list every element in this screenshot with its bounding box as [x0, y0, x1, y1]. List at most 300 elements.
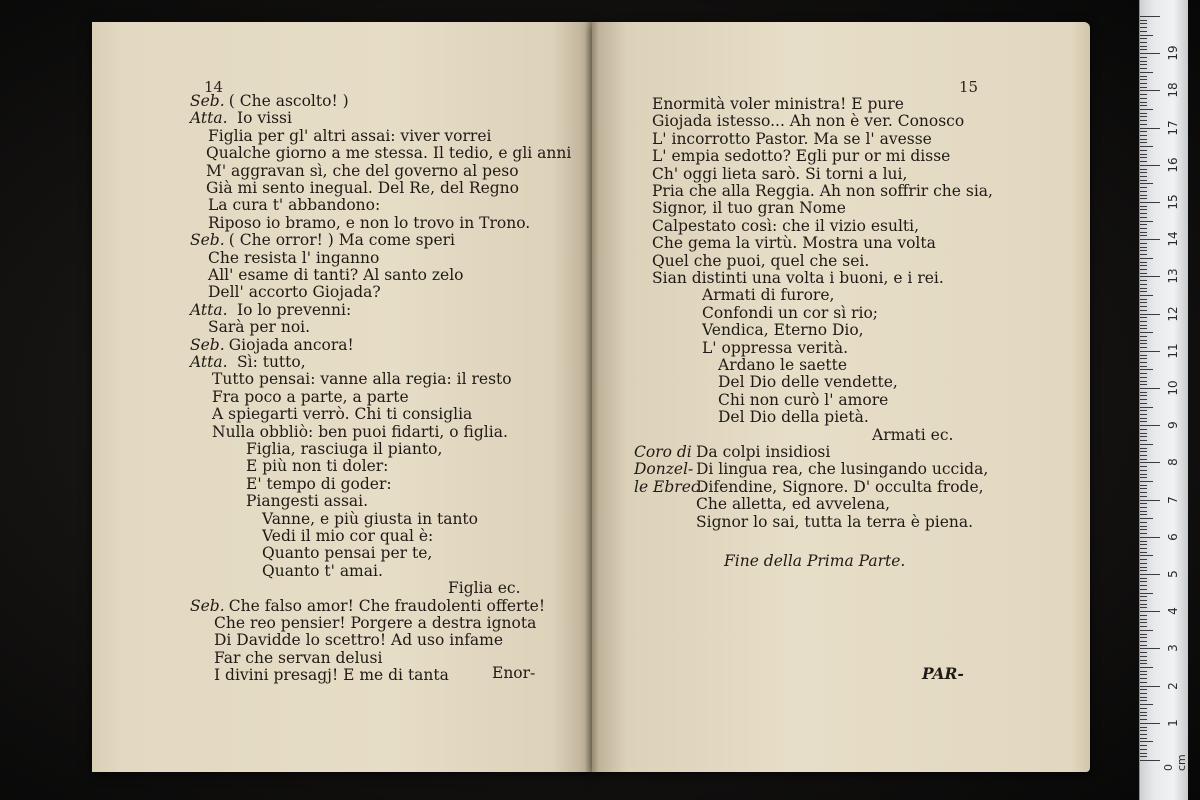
ruler-tick	[1140, 381, 1147, 382]
ruler-tick	[1140, 128, 1160, 129]
ruler-tick	[1140, 176, 1147, 177]
ruler-tick	[1140, 291, 1147, 292]
text-line: Già mi sento inegual. Del Re, del Regno	[206, 179, 519, 197]
ruler-tick	[1140, 280, 1147, 281]
ruler-tick	[1140, 366, 1147, 367]
ruler-tick	[1140, 622, 1147, 623]
ruler-number: 16	[1166, 157, 1180, 173]
text-line: L' empia sedotto? Egli pur or mi disse	[652, 147, 951, 166]
ruler-tick	[1140, 395, 1147, 396]
ruler-tick	[1140, 745, 1147, 746]
catchword-right: PAR-	[922, 664, 964, 683]
ruler-tick	[1140, 340, 1147, 341]
text-line: M' aggravan sì, che del governo al peso	[206, 161, 519, 180]
ruler-tick	[1140, 760, 1160, 761]
ruler-tick	[1140, 567, 1147, 568]
ruler-tick	[1140, 169, 1147, 170]
text-line: Difendine, Signore. D' occulta frode,	[696, 477, 984, 496]
ruler-tick	[1140, 544, 1147, 545]
ruler-tick	[1140, 27, 1147, 28]
ruler-tick	[1140, 302, 1147, 303]
ruler-tick	[1140, 57, 1147, 58]
text-line: Del Dio delle vendette,	[718, 373, 898, 392]
text-line: Sì: tutto,	[237, 353, 306, 371]
ruler-tick	[1140, 753, 1147, 754]
text-line: La cura t' abbandono:	[208, 196, 381, 215]
text-line: Chi non curò l' amore	[718, 390, 889, 409]
ruler-tick	[1140, 49, 1147, 50]
ruler-number: 9	[1166, 421, 1180, 430]
ruler-tick	[1140, 20, 1147, 21]
ruler-tick	[1140, 581, 1147, 582]
ruler-tick	[1140, 552, 1147, 553]
speaker-label: Seb.	[190, 335, 225, 354]
text-line: Fra poco a parte, a parte	[212, 387, 409, 406]
ruler-number: 14	[1166, 231, 1180, 247]
ruler-tick	[1140, 388, 1160, 389]
ruler-tick	[1140, 64, 1147, 65]
text-line: Figlia ec.	[448, 579, 521, 598]
speaker-label: Donzel-	[634, 460, 694, 479]
ruler-tick	[1140, 693, 1147, 694]
ruler-tick	[1140, 570, 1147, 571]
ruler-tick	[1140, 392, 1147, 393]
ruler-tick	[1140, 284, 1147, 285]
ruler-tick	[1140, 79, 1147, 80]
ruler-tick	[1140, 611, 1160, 612]
ruler-tick	[1140, 634, 1147, 635]
text-line: Io vissi	[237, 109, 292, 128]
ruler-tick	[1140, 269, 1147, 270]
ruler-number: 6	[1166, 532, 1180, 541]
ruler-tick	[1140, 485, 1147, 486]
ruler-tick	[1140, 247, 1147, 248]
text-line: ( Che orror! ) Ma come speri	[228, 231, 455, 250]
ruler-tick	[1140, 660, 1147, 661]
text-line: Pria che alla Reggia. Ah non soffrir che sia,	[652, 182, 993, 200]
text-line: Giojada istesso... Ah non è ver. Conosco	[652, 112, 965, 131]
ruler-tick	[1140, 258, 1153, 259]
ruler-tick	[1140, 362, 1147, 363]
ruler-tick	[1140, 678, 1147, 679]
ruler-tick	[1140, 23, 1147, 24]
text-line: Che resista l' inganno	[208, 248, 380, 267]
ruler-tick	[1140, 626, 1147, 627]
ruler-tick	[1140, 667, 1153, 668]
ruler-tick	[1140, 209, 1147, 210]
ruler-tick	[1140, 481, 1153, 482]
ruler-tick	[1140, 232, 1147, 233]
ruler-tick	[1140, 697, 1147, 698]
ruler-tick	[1140, 682, 1147, 683]
ruler-tick	[1140, 265, 1147, 266]
ruler-tick	[1140, 671, 1147, 672]
ruler-tick	[1140, 61, 1147, 62]
ruler-tick	[1140, 139, 1147, 140]
ruler-tick	[1140, 749, 1147, 750]
ruler-tick	[1140, 708, 1147, 709]
text-line: Giojada ancora!	[228, 335, 354, 354]
ruler-tick	[1140, 730, 1147, 731]
ruler-tick	[1140, 459, 1147, 460]
ruler-tick	[1140, 414, 1147, 415]
ruler-tick	[1140, 607, 1147, 608]
ruler-tick	[1140, 455, 1147, 456]
ruler-number: 7	[1166, 495, 1180, 504]
ruler-tick	[1140, 652, 1147, 653]
ruler-number: 3	[1166, 644, 1180, 653]
ruler-tick	[1140, 276, 1160, 277]
speaker-label: Seb.	[190, 92, 225, 110]
ruler-tick	[1140, 537, 1160, 538]
ruler-tick	[1140, 332, 1153, 333]
ruler-tick	[1140, 76, 1147, 77]
ruler-tick	[1140, 674, 1147, 675]
ruler-tick	[1140, 180, 1147, 181]
ruler-tick	[1140, 529, 1147, 530]
speaker-label: Seb.	[190, 596, 225, 615]
ruler-tick	[1140, 369, 1153, 370]
text-line: L' oppressa verità.	[702, 338, 849, 357]
ruler-tick	[1140, 630, 1153, 631]
ruler-tick	[1140, 719, 1147, 720]
ruler-tick	[1140, 317, 1147, 318]
text-line: L' incorrotto Pastor. Ma se l' avesse	[652, 129, 932, 148]
text-line: Quel che puoi, quel che sei.	[652, 251, 870, 270]
ruler-tick	[1140, 221, 1153, 222]
ruler-tick	[1140, 589, 1147, 590]
ruler-tick	[1140, 756, 1147, 757]
speaker-label: Atta.	[190, 300, 228, 319]
ruler-tick	[1140, 90, 1160, 91]
ruler-tick	[1140, 191, 1147, 192]
ruler-tick	[1140, 295, 1153, 296]
ruler-tick	[1140, 734, 1147, 735]
ruler-tick	[1140, 738, 1147, 739]
text-line: Figlia, rasciuga il pianto,	[246, 440, 443, 458]
ruler-tick	[1140, 325, 1147, 326]
ruler-tick	[1140, 496, 1147, 497]
ruler-tick	[1140, 522, 1147, 523]
ruler-tick	[1140, 98, 1147, 99]
ruler-tick	[1140, 448, 1147, 449]
ruler-tick	[1140, 462, 1160, 463]
book-gutter	[585, 22, 599, 772]
ruler-number: 11	[1166, 343, 1180, 359]
left-page	[92, 22, 592, 772]
text-line: Che alletta, ed avvelena,	[696, 495, 891, 514]
ruler-number: 2	[1166, 681, 1180, 690]
ruler-number: 17	[1166, 119, 1180, 136]
text-line: Quanto t' amai.	[262, 561, 383, 580]
ruler-tick	[1140, 663, 1147, 664]
ruler-tick	[1140, 507, 1147, 508]
ruler-tick	[1140, 328, 1147, 329]
ruler-tick	[1140, 641, 1147, 642]
ruler-tick	[1140, 488, 1147, 489]
ruler-tick	[1140, 500, 1160, 501]
ruler-number: 4	[1166, 607, 1180, 616]
ruler-tick	[1140, 243, 1147, 244]
ruler-number: 19	[1166, 45, 1180, 61]
text-line: I divini presagj! E me di tanta	[214, 666, 449, 685]
ruler-tick	[1140, 42, 1147, 43]
ruler-number: 13	[1166, 268, 1180, 285]
text-line: Nulla obbliò: ben puoi fidarti, o figlia.	[212, 422, 508, 441]
ruler-tick	[1140, 407, 1153, 408]
ruler-tick	[1140, 310, 1147, 311]
ruler-tick	[1140, 503, 1147, 504]
ruler-tick	[1140, 94, 1147, 95]
ruler-tick	[1140, 187, 1147, 188]
ruler-tick	[1140, 514, 1147, 515]
ruler-number: 12	[1166, 305, 1180, 322]
speaker-label: Coro di	[634, 443, 692, 461]
ruler-tick	[1140, 358, 1147, 359]
ruler-tick	[1140, 150, 1147, 151]
ruler-tick	[1140, 299, 1147, 300]
ruler-tick	[1140, 53, 1160, 54]
text-line: All' esame di tanti? Al santo zelo	[208, 266, 464, 284]
ruler-tick	[1140, 154, 1147, 155]
ruler-tick	[1140, 533, 1147, 534]
text-line: Enormità voler ministra! E pure	[652, 95, 904, 113]
ruler-tick	[1140, 555, 1153, 556]
ruler-tick	[1140, 559, 1147, 560]
text-line: Sian distinti una volta i buoni, e i rei.	[652, 269, 944, 287]
ruler-tick	[1140, 723, 1160, 724]
ruler-tick	[1140, 436, 1147, 437]
ruler-tick	[1140, 213, 1147, 214]
text-line: Riposo io bramo, e non lo trovo in Trono.	[208, 213, 531, 232]
ruler-tick	[1140, 741, 1153, 742]
ruler-tick	[1140, 120, 1147, 121]
ruler-tick	[1140, 421, 1147, 422]
ruler-tick	[1140, 228, 1147, 229]
ruler-tick	[1140, 288, 1147, 289]
ruler-tick	[1140, 715, 1147, 716]
text-line: Da colpi insidiosi	[696, 443, 831, 461]
ruler-tick	[1140, 124, 1147, 125]
ruler-tick	[1140, 511, 1147, 512]
ruler-tick	[1140, 578, 1147, 579]
ruler-tick	[1140, 645, 1147, 646]
text-line: Armati di furore,	[702, 286, 835, 305]
speaker-label: Seb.	[190, 231, 225, 250]
text-line: Vedi il mio cor qual è:	[262, 527, 434, 545]
ruler-tick	[1140, 31, 1147, 32]
ruler-tick	[1140, 418, 1147, 419]
ruler-tick	[1140, 83, 1147, 84]
text-line: Figlia per gl' altri assai: viver vorrei	[208, 126, 492, 145]
ruler-tick	[1140, 600, 1147, 601]
speaker-label: Atta.	[190, 109, 228, 128]
text-line: Sarà per noi.	[208, 318, 311, 337]
ruler-tick	[1140, 306, 1147, 307]
ruler-tick	[1140, 518, 1153, 519]
ruler-tick	[1140, 410, 1147, 411]
ruler-number: 1	[1166, 718, 1180, 727]
ruler-tick	[1140, 157, 1147, 158]
ruler-tick	[1140, 727, 1147, 728]
ruler-tick	[1140, 689, 1147, 690]
ruler-tick	[1140, 563, 1147, 564]
ruler-tick	[1140, 466, 1147, 467]
ruler-tick	[1140, 593, 1153, 594]
ruler-tick	[1140, 399, 1147, 400]
text-line: E' tempo di goder:	[246, 474, 392, 493]
ruler-tick	[1140, 72, 1153, 73]
ruler-tick	[1140, 135, 1147, 136]
ruler-tick	[1140, 195, 1147, 196]
text-line: Ardano le saette	[718, 356, 848, 374]
text-line: Ch' oggi lieta sarò. Si torni a lui,	[652, 164, 908, 183]
text-line: Calpestato così: che il vizio esulti,	[652, 216, 920, 235]
text-line: Io lo prevenni:	[237, 300, 352, 319]
end-of-part-heading: Fine della Prima Parte.	[724, 552, 906, 570]
ruler-tick	[1140, 686, 1160, 687]
ruler-tick	[1140, 425, 1160, 426]
ruler-tick	[1140, 343, 1147, 344]
ruler-tick	[1140, 38, 1147, 39]
ruler-tick	[1140, 206, 1147, 207]
ruler-tick	[1140, 615, 1147, 616]
text-line: Far che servan delusi	[214, 648, 383, 667]
ruler-tick	[1140, 526, 1147, 527]
ruler-tick	[1140, 440, 1147, 441]
text-line: Signor lo sai, tutta la terra è piena.	[696, 512, 974, 531]
ruler-tick	[1140, 146, 1153, 147]
ruler-tick	[1140, 604, 1147, 605]
ruler-tick	[1140, 548, 1147, 549]
text-line: Tutto pensai: vanne alla regia: il resto	[212, 370, 512, 389]
ruler-tick	[1140, 16, 1160, 17]
ruler-tick	[1140, 656, 1147, 657]
ruler-tick	[1140, 35, 1153, 36]
ruler-tick	[1140, 384, 1147, 385]
ruler-tick	[1140, 704, 1153, 705]
ruler-tick	[1140, 142, 1147, 143]
text-line: Che gema la virtù. Mostra una volta	[652, 234, 936, 253]
ruler-tick	[1140, 321, 1147, 322]
ruler-tick	[1140, 574, 1160, 575]
catchword-left: Enor-	[492, 664, 536, 682]
ruler-tick	[1140, 403, 1147, 404]
ruler-tick	[1140, 477, 1147, 478]
ruler-tick	[1140, 262, 1147, 263]
ruler-tick	[1140, 648, 1160, 649]
ruler-unit-label: 0 cm	[1162, 754, 1188, 771]
open-book	[92, 22, 1092, 782]
ruler-tick	[1140, 87, 1147, 88]
ruler-tick	[1140, 183, 1153, 184]
ruler-tick	[1140, 105, 1147, 106]
ruler-tick	[1140, 585, 1147, 586]
ruler-number: 18	[1166, 82, 1180, 99]
ruler-tick	[1140, 172, 1147, 173]
text-line: Qualche giorno a me stessa. Il tedio, e gli anni	[206, 144, 572, 163]
text-line: Armati ec.	[872, 425, 954, 444]
text-line: Signor, il tuo gran Nome	[652, 199, 846, 218]
ruler-number: 5	[1166, 570, 1180, 578]
ruler-tick	[1140, 377, 1147, 378]
text-line: Dell' accorto Giojada?	[208, 283, 381, 302]
text-line: ( Che ascolto! )	[228, 92, 349, 110]
ruler-tick	[1140, 46, 1147, 47]
ruler-tick	[1140, 254, 1147, 255]
ruler-tick	[1140, 355, 1147, 356]
text-line: Piangesti assai.	[246, 492, 369, 511]
text-line: Di Davidde lo scettro! Ad uso infame	[214, 631, 504, 650]
ruler-tick	[1140, 470, 1147, 471]
ruler-tick	[1140, 68, 1147, 69]
text-line: Che reo pensier! Porgere a destra ignota	[214, 614, 537, 632]
ruler-tick	[1140, 198, 1147, 199]
ruler-tick	[1140, 102, 1147, 103]
ruler-tick	[1140, 596, 1147, 597]
right-page	[592, 22, 1090, 772]
ruler-number: 10	[1166, 380, 1180, 396]
speaker-label: Atta.	[190, 353, 228, 371]
ruler-tick	[1140, 451, 1147, 452]
ruler-tick	[1140, 113, 1147, 114]
ruler-tick	[1140, 314, 1160, 315]
ruler-tick	[1140, 373, 1147, 374]
ruler-tick	[1140, 165, 1160, 166]
page-number-right: 15	[959, 78, 979, 96]
text-line: Di lingua rea, che lusingando uccida,	[696, 460, 989, 479]
text-line: A spiegarti verrò. Chi ti consiglia	[212, 405, 473, 424]
ruler-tick	[1140, 217, 1147, 218]
measuring-ruler	[1139, 0, 1188, 800]
ruler-tick	[1140, 109, 1153, 110]
ruler-tick	[1140, 444, 1153, 445]
ruler-tick	[1140, 619, 1147, 620]
ruler-tick	[1140, 712, 1147, 713]
ruler-tick	[1140, 351, 1160, 352]
ruler-tick	[1140, 235, 1147, 236]
ruler-tick	[1140, 161, 1147, 162]
ruler-tick	[1140, 336, 1147, 337]
ruler-tick	[1140, 116, 1147, 117]
ruler-tick	[1140, 429, 1147, 430]
text-line: Quanto pensai per te,	[262, 544, 433, 563]
ruler-tick	[1140, 433, 1147, 434]
ruler-tick	[1140, 273, 1147, 274]
ruler-number: 8	[1166, 458, 1180, 467]
text-line: Confondi un cor sì rio;	[702, 303, 879, 322]
text-line: Vendica, Eterno Dio,	[702, 321, 864, 340]
ruler-tick	[1140, 541, 1147, 542]
text-line: Che falso amor! Che fraudolenti offerte!	[228, 596, 546, 615]
ruler-number: 15	[1166, 194, 1180, 210]
ruler-tick	[1140, 700, 1147, 701]
ruler-tick	[1140, 224, 1147, 225]
page-number-left: 14	[204, 78, 224, 96]
ruler-tick	[1140, 202, 1160, 203]
ruler-tick	[1140, 474, 1147, 475]
ruler-tick	[1140, 637, 1147, 638]
text-line: Vanne, e più giusta in tanto	[262, 509, 478, 528]
ruler-tick	[1140, 239, 1160, 240]
ruler-tick	[1140, 250, 1147, 251]
text-line: E più non ti doler:	[246, 457, 389, 476]
speaker-label: le Ebrec.	[634, 477, 705, 496]
text-line: Del Dio della pietà.	[718, 408, 869, 427]
ruler-tick	[1140, 347, 1147, 348]
ruler-tick	[1140, 131, 1147, 132]
ruler-tick	[1140, 492, 1147, 493]
